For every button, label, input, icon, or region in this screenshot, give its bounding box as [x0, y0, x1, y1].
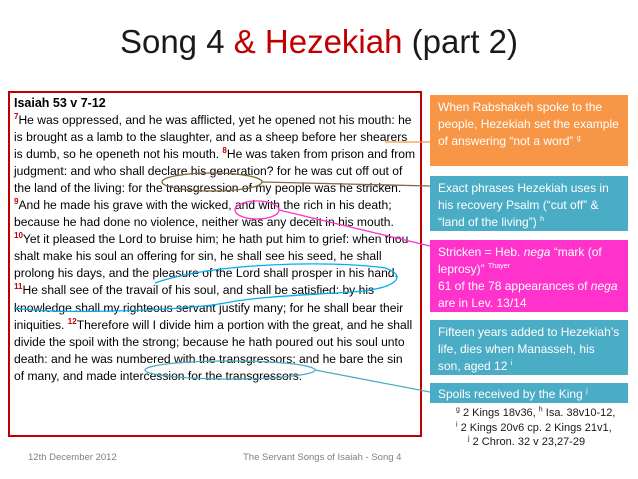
verse-number: 11	[14, 282, 23, 292]
note-ref: j	[586, 388, 588, 395]
verse-number: 9	[14, 197, 19, 207]
reference-line	[432, 421, 632, 436]
note-not-a-word	[430, 95, 628, 166]
ref-mark: j	[468, 435, 470, 443]
verse-number: 7	[14, 111, 19, 121]
ref-mark: g	[456, 406, 460, 414]
passage-body	[14, 112, 416, 385]
note-recovery-psalm	[430, 176, 628, 231]
title-part: (part 2)	[402, 23, 519, 60]
note-term: nega	[590, 279, 618, 293]
verse-text: He was taken from prison and from judgment: and who shall declare his generation? for he was cut off out of the land of the living: for the transgression of my people was he stricken.	[14, 147, 416, 196]
note-spoils	[430, 383, 628, 403]
verse-text: Therefore will I divide him a portion with the great, and he shall divide the spoil with the strong; because he hath poured out his soul unto death: and he was numbered with the transgressors; and he bare the sin of many, and made intercession for the transgressors.	[14, 317, 413, 383]
note-fifteen-years	[430, 320, 628, 375]
note-text: 61 of the 78 appearances of	[438, 279, 591, 293]
title-accent: & Hezekiah	[233, 23, 403, 60]
reference-line	[432, 406, 632, 421]
ref-text: 2 Kings 18v36,	[459, 407, 539, 419]
note-text: Spoils received by the King	[438, 387, 583, 401]
title-main: Song 4	[119, 23, 234, 60]
slide-title	[0, 22, 638, 62]
scripture-passage-box	[8, 91, 422, 437]
note-text: are in Lev. 13/14	[438, 296, 527, 310]
footer-title: The Servant Songs of Isaiah - Song 4	[243, 452, 402, 463]
verse-number: 8	[222, 146, 227, 156]
note-text: Stricken = Heb.	[438, 245, 524, 259]
verse-number: 10	[14, 231, 23, 241]
ref-mark: h	[538, 406, 543, 414]
note-text: Fifteen years added to Hezekiah’s life, dies when Manasseh, his son, aged 12	[438, 325, 620, 373]
ref-mark: i	[456, 420, 458, 428]
note-ref: g	[576, 135, 581, 142]
verse-text: And he made his grave with the wicked, and with the rich in his death; because he had done no violence, neither was any deceit in his mouth.	[14, 198, 394, 230]
verse-text: He shall see of the travail of his soul, and shall be satisfied: by his knowledge shall my righteous servant justify many; for he shall bear their iniquities.	[14, 283, 404, 332]
verse-text: Yet it pleased the Lord to bruise him; he hath put him to grief: when thou shalt make his soul an offering for sin, he shall see his seed, he shall prolong his days, and the pleasure of the Lord shall prosper in his hand.	[14, 232, 409, 281]
verse-text: He was oppressed, and he was afflicted, yet he opened not his mouth: he is brought as a lamb to the slaughter, and as a sheep before her shearers is dumb, so he openeth not his mouth.	[14, 113, 412, 162]
ref-text: 2 Kings 20v6 cp. 2 Kings 21v1,	[457, 421, 612, 434]
note-ref: h	[540, 216, 544, 223]
note-ref: i	[510, 360, 513, 367]
reference-line	[432, 435, 632, 450]
note-source: Thayer	[488, 263, 510, 270]
ref-text: Isa. 38v10-12,	[542, 407, 616, 419]
note-text: When Rabshakeh spoke to the people, Hezekiah set the example of answering “not a word”	[438, 100, 619, 148]
passage-heading: Isaiah 53 v 7-12	[14, 96, 106, 110]
reference-list	[432, 406, 632, 450]
footer-date: 12th December 2012	[28, 452, 117, 463]
note-stricken-nega	[430, 240, 628, 312]
note-text: “mark (of leprosy)”	[438, 245, 602, 276]
verse-number: 12	[67, 316, 77, 326]
ref-text: 2 Chron. 32 v 23,27-29	[469, 436, 586, 448]
note-term: nega	[523, 245, 551, 259]
note-text: Exact phrases Hezekiah uses in his recovery Psalm (“cut off” & “land of the living”)	[438, 181, 609, 229]
